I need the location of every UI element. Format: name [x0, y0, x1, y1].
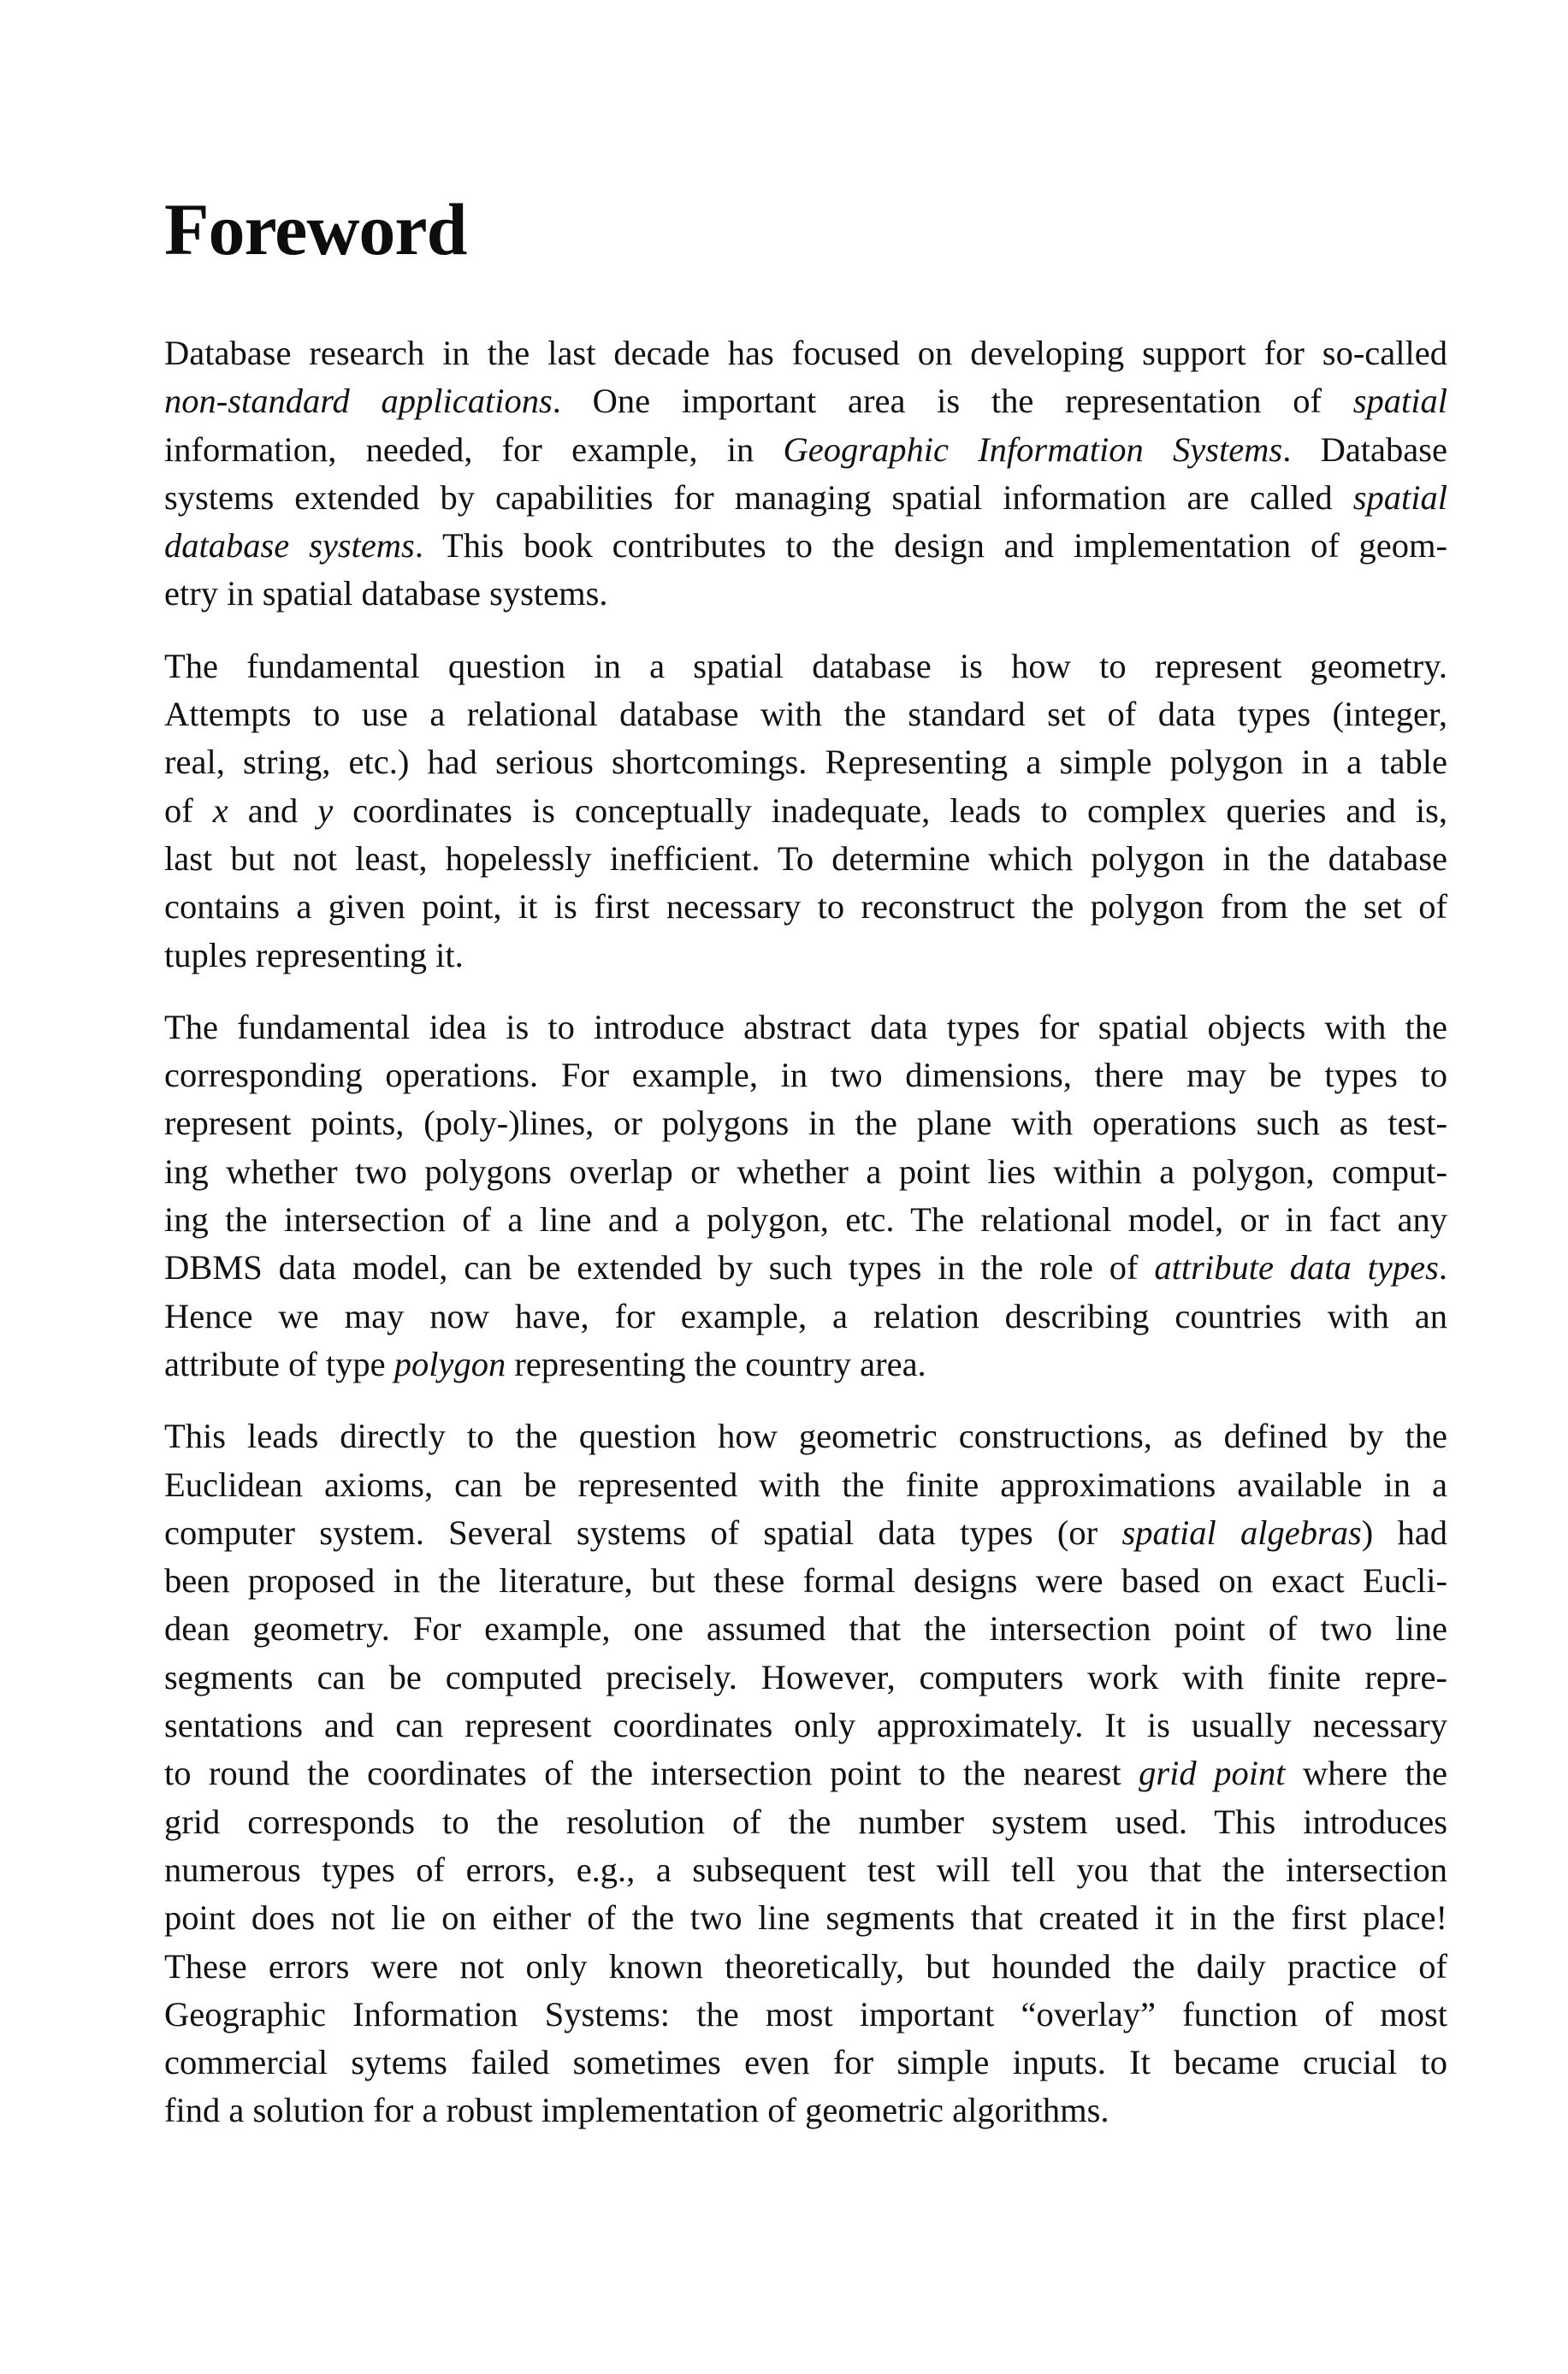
- text-run: numerous types of errors, e.g., a subsequent test will tell you that the intersection: [164, 1850, 1447, 1889]
- text-run: systems extended by capabilities for managing spatial information are called: [164, 477, 1353, 517]
- text-run: representing the country area.: [506, 1344, 926, 1383]
- italic-term: database systems: [164, 526, 415, 565]
- text-line: [164, 1943, 1447, 1991]
- text-run: ) had: [1361, 1513, 1447, 1552]
- text-line: [164, 1341, 1447, 1388]
- text-run: represent points, (poly-)lines, or polygons in the plane with operations such as test-: [164, 1104, 1447, 1143]
- text-line: [164, 1557, 1447, 1605]
- italic-term: non-standard applications: [164, 382, 553, 421]
- text-line: [164, 1702, 1447, 1749]
- text-line: [164, 2087, 1447, 2134]
- text-run: Database research in the last decade has focused on developing support for so-called: [164, 334, 1447, 372]
- paragraph: [164, 642, 1447, 980]
- text-run: ing the intersection of a line and a polygon, etc. The relational model, or in fact any: [164, 1200, 1447, 1240]
- text-run: tuples representing it.: [164, 935, 464, 974]
- text-run: where the: [1285, 1754, 1447, 1793]
- text-line: [164, 1412, 1447, 1460]
- text-line: [164, 642, 1447, 690]
- text-run: commercial sytems failed sometimes even for simple inputs. It became crucial to: [164, 2043, 1447, 2082]
- italic-term: polygon: [393, 1344, 506, 1383]
- italic-term: x: [212, 790, 228, 830]
- text-run: find a solution for a robust implementation of geometric algorithms.: [164, 2091, 1109, 2130]
- text-run: Attempts to use a relational database with the standard set of data types (integer,: [164, 695, 1447, 734]
- text-line: [164, 426, 1447, 474]
- text-run: to round the coordinates of the intersection point to the nearest: [164, 1754, 1139, 1793]
- text-run: Geographic Information Systems: the most important “overlay” function of most: [164, 1994, 1447, 2034]
- text-run: corresponding operations. For example, in two dimensions, there may be types to: [164, 1056, 1447, 1095]
- text-line: [164, 1051, 1447, 1099]
- text-run: information, needed, for example, in: [164, 429, 784, 469]
- text-run: Hence we may now have, for example, a relation describing countries with an: [164, 1296, 1447, 1335]
- text-line: [164, 1991, 1447, 2039]
- text-line: [164, 1605, 1447, 1653]
- text-run: grid corresponds to the resolution of the number system used. This introduces: [164, 1802, 1447, 1841]
- text-run: and: [228, 790, 318, 830]
- text-run: been proposed in the literature, but these formal designs were based on exact Eucli-: [164, 1561, 1447, 1601]
- text-line: [164, 1894, 1447, 1942]
- text-line: [164, 932, 1447, 980]
- page-title: Foreword: [164, 188, 467, 270]
- text-line: [164, 835, 1447, 883]
- text-run: Euclidean axioms, can be represented with the finite approximations available in a: [164, 1465, 1447, 1504]
- text-run: . Database: [1282, 429, 1447, 469]
- text-run: sentations and can represent coordinates only approximately. It is usually necessary: [164, 1706, 1447, 1745]
- text-run: attribute of type: [164, 1344, 394, 1383]
- paragraph: [164, 1003, 1447, 1388]
- italic-term: spatial: [1352, 382, 1447, 421]
- text-run: DBMS data model, can be extended by such types in the role of: [164, 1248, 1155, 1288]
- text-run: etry in spatial database systems.: [164, 574, 608, 613]
- text-run: . One important area is the representation of: [552, 382, 1353, 421]
- text-line: [164, 1509, 1447, 1557]
- paragraph: [164, 329, 1447, 619]
- text-line: [164, 1099, 1447, 1147]
- text-line: [164, 1293, 1447, 1341]
- text-line: [164, 883, 1447, 931]
- text-line: [164, 329, 1447, 377]
- text-run: last but not least, hopelessly inefficient. To determine which polygon in the database: [164, 838, 1447, 878]
- text-run: segments can be computed precisely. However, computers work with finite repre-: [164, 1657, 1447, 1696]
- text-run: computer system. Several systems of spatial data types (or: [164, 1513, 1122, 1552]
- text-run: of: [164, 790, 213, 830]
- text-line: [164, 570, 1447, 618]
- text-run: This leads directly to the question how geometric constructions, as defined by the: [164, 1417, 1447, 1456]
- text-line: [164, 2039, 1447, 2087]
- text-run: . This book contributes to the design and implementation of geom-: [414, 526, 1447, 565]
- text-run: point does not lie on either of the two line segments that created it in the first place!: [164, 1898, 1447, 1938]
- italic-term: grid point: [1139, 1754, 1286, 1793]
- text-line: [164, 522, 1447, 570]
- text-line: [164, 1749, 1447, 1797]
- text-run: The fundamental question in a spatial database is how to represent geometry.: [164, 646, 1447, 685]
- text-line: [164, 738, 1447, 786]
- text-line: [164, 1196, 1447, 1244]
- text-line: [164, 1654, 1447, 1702]
- text-line: [164, 1461, 1447, 1509]
- foreword-body: [164, 329, 1447, 2159]
- italic-term: spatial algebras: [1121, 1513, 1362, 1552]
- italic-term: y: [317, 790, 334, 830]
- text-line: [164, 474, 1447, 522]
- text-line: [164, 1148, 1447, 1196]
- text-line: [164, 377, 1447, 425]
- text-run: ing whether two polygons overlap or whether a point lies within a polygon, comput-: [164, 1151, 1447, 1191]
- text-line: [164, 1244, 1447, 1292]
- text-line: [164, 690, 1447, 738]
- text-run: contains a given point, it is first necessary to reconstruct the polygon from the set of: [164, 887, 1447, 927]
- italic-term: Geographic Information Systems: [783, 429, 1283, 469]
- text-line: [164, 1003, 1447, 1051]
- italic-term: spatial: [1352, 477, 1447, 517]
- text-run: real, string, etc.) had serious shortcomings. Representing a simple polygon in a table: [164, 743, 1447, 782]
- text-line: [164, 1798, 1447, 1846]
- italic-term: attribute data types: [1154, 1248, 1439, 1288]
- text-run: dean geometry. For example, one assumed that the intersection point of two line: [164, 1609, 1447, 1649]
- text-run: coordinates is conceptually inadequate, leads to complex queries and is,: [333, 790, 1447, 830]
- text-run: These errors were not only known theoretically, but hounded the daily practice of: [164, 1946, 1447, 1986]
- text-run: .: [1438, 1248, 1447, 1288]
- text-line: [164, 1846, 1447, 1894]
- paragraph: [164, 1412, 1447, 2134]
- text-run: The fundamental idea is to introduce abstract data types for spatial objects with the: [164, 1007, 1447, 1046]
- text-line: [164, 787, 1447, 835]
